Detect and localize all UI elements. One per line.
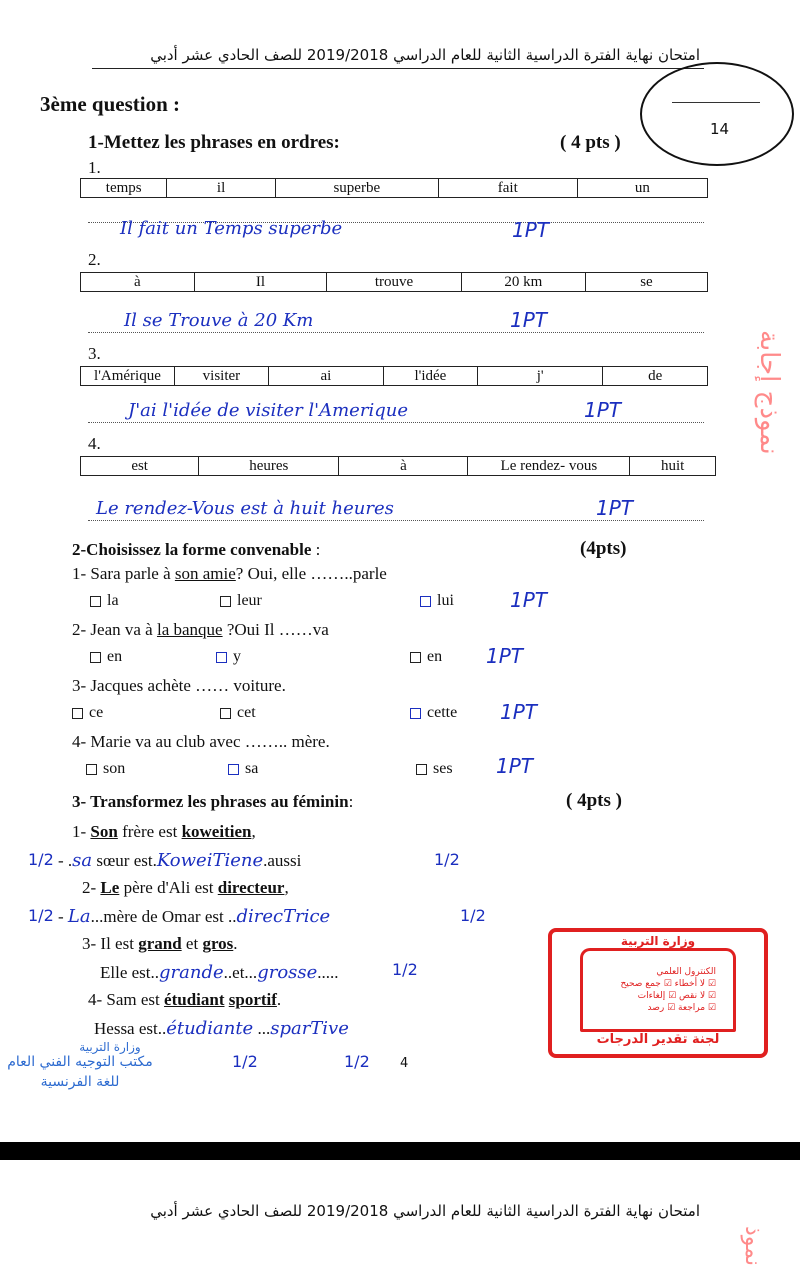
point-mark: 1PT (496, 754, 534, 778)
q-text: 1- Sara parle à (72, 564, 175, 583)
point-mark: 1PT (584, 398, 622, 422)
section3-colon: : (348, 792, 354, 811)
word-cell: l'Amérique (81, 367, 175, 386)
q-keyword: directeur (217, 878, 285, 897)
option[interactable] (416, 760, 453, 778)
checkbox[interactable] (220, 596, 231, 607)
q-underlined: son amie (174, 564, 236, 583)
word-table (80, 366, 708, 386)
handwritten-answer: Le rendez-Vous est à huit heures (96, 498, 394, 519)
word-cell: heures (199, 457, 339, 476)
stamp-lines (596, 966, 716, 1014)
word-cell: à (339, 457, 468, 476)
word-table (80, 456, 716, 476)
page-number: 4 (400, 1056, 409, 1071)
grading-stamp (548, 928, 768, 1058)
word-cell: visiter (174, 367, 268, 386)
checkbox-checked[interactable] (420, 596, 431, 607)
next-page (0, 1160, 800, 1280)
word-cell: Il (194, 273, 326, 292)
option-label: cette (427, 704, 458, 721)
option-selected[interactable] (216, 648, 241, 666)
item-number: 2. (88, 250, 101, 269)
section1-points: ( 4 pts ) (560, 132, 621, 153)
handwritten-answer: J'ai l'idée de visiter l'Amerique (128, 400, 408, 421)
section1-title: 1-Mettez les phrases en ordres: (88, 132, 340, 153)
half-mark: 1/2 (434, 850, 460, 869)
answer-model-note: نموذج إجابة (754, 330, 784, 455)
feminine-question (88, 990, 281, 1010)
handwritten-word: étudiante (166, 1018, 254, 1039)
half-mark: 1/2 (460, 906, 486, 925)
half-mark: 1/2 (392, 960, 418, 979)
q-text: 1- (72, 822, 91, 841)
q-text: frère est (117, 822, 182, 841)
score-oval (640, 62, 794, 166)
option[interactable] (220, 704, 256, 722)
stamp-top: وزارة التربية (620, 934, 696, 948)
mcq-question (72, 620, 329, 640)
word-cell: l'idée (383, 367, 477, 386)
answer-line (88, 520, 704, 521)
section2-colon: : (311, 540, 321, 559)
point-mark: 1PT (596, 496, 634, 520)
option-label: son (103, 760, 126, 777)
stamp-line: ☑ لا نقص ☑ إلغاءات (637, 991, 716, 1001)
answer-line (88, 422, 704, 423)
a-text: ..et... (223, 963, 258, 982)
option-selected[interactable] (410, 704, 457, 722)
word-cell: j' (477, 367, 603, 386)
handwritten-answer: Il se Trouve à 20 Km (124, 310, 314, 331)
word-cell: fait (438, 179, 577, 198)
mcq-question (72, 564, 387, 584)
item-number: 4. (88, 434, 101, 453)
half-mark: 1/2 (232, 1052, 258, 1071)
a-text: .aussi (263, 851, 302, 870)
option[interactable] (90, 592, 119, 610)
section3-title-row (72, 792, 353, 812)
a-text: - . (58, 851, 73, 870)
option-label: sa (245, 760, 259, 777)
a-text: - (58, 907, 68, 926)
option-label: y (233, 648, 241, 665)
half-mark: 1/2 (344, 1052, 370, 1071)
mcq-question: 3- Jacques achète …… voiture. (72, 676, 286, 695)
feminine-question (82, 934, 238, 954)
option-label: la (107, 592, 119, 609)
q-keyword: sportif (228, 990, 277, 1009)
score-line (672, 102, 760, 103)
option[interactable] (72, 704, 103, 722)
feminine-question (72, 822, 256, 842)
word-cell: à (81, 273, 195, 292)
stamp-line: ☑ مراجعة ☑ رصد (647, 1003, 716, 1013)
a-text: Hessa est.. (94, 1019, 167, 1038)
word-cell: il (167, 179, 275, 198)
option-label: leur (237, 592, 262, 609)
stamp-bottom: لجنة تقدير الدرجات (596, 1032, 720, 1047)
item-number: 3. (88, 344, 101, 363)
checkbox[interactable] (220, 708, 231, 719)
feminine-answer (58, 850, 301, 871)
section2-points: (4pts) (580, 538, 627, 559)
feminine-answer (94, 1018, 349, 1039)
handwritten-answer: Il fait un Temps superbe (120, 218, 343, 239)
option[interactable] (220, 592, 262, 610)
q-text: 2- Jean va à (72, 620, 157, 639)
item-number: 1. (88, 158, 101, 177)
exam-header: امتحان نهاية الفترة الدراسية الثانية للعام الدراسي 2019/2018 للصف الحادي عشر أدبي (150, 46, 700, 64)
handwritten-word: KoweiTiene (156, 850, 264, 871)
half-mark: 1/2 (28, 906, 54, 925)
word-cell: temps (81, 179, 167, 198)
a-text: ...mère de Omar est .. (90, 907, 237, 926)
a-text: ..... (317, 963, 339, 982)
point-mark: 1PT (500, 700, 538, 724)
q-text-end: ?Oui Il ……va (222, 620, 329, 639)
word-cell: Le rendez- vous (468, 457, 630, 476)
handwritten-word: La (67, 906, 91, 927)
answer-model-note: نموذ (740, 1226, 765, 1267)
header-rule (92, 68, 704, 69)
checkbox-checked[interactable] (410, 708, 421, 719)
half-mark: 1/2 (28, 850, 54, 869)
word-cell: superbe (275, 179, 438, 198)
word-table (80, 178, 708, 198)
feminine-answer (100, 962, 339, 983)
q-text: , (284, 878, 289, 897)
option[interactable] (86, 760, 125, 778)
stamp-line: ☑ لا أخطاء ☑ جمع صحيح (620, 979, 716, 989)
q-text: père d'Ali est (119, 878, 218, 897)
a-text: Elle est.. (100, 963, 160, 982)
handwritten-word: direcTrice (236, 906, 331, 927)
exam-header: امتحان نهاية الفترة الدراسية الثانية للعام الدراسي 2019/2018 للصف الحادي عشر أدبي (150, 1202, 700, 1220)
mcq-question: 4- Marie va au club avec …….. mère. (72, 732, 330, 751)
q-underlined: la banque (156, 620, 223, 639)
point-mark: 1PT (510, 308, 548, 332)
q-keyword: koweitien (181, 822, 252, 841)
option[interactable] (90, 648, 122, 666)
checkbox[interactable] (416, 764, 427, 775)
word-cell: trouve (327, 273, 462, 292)
q-text: et (181, 934, 203, 953)
word-cell: est (81, 457, 199, 476)
handwritten-word: grosse (257, 962, 318, 983)
seal-top: وزارة التربية (79, 1040, 141, 1054)
option-label: ses (433, 760, 453, 777)
score-total: 14 (710, 120, 730, 138)
q-text: . (233, 934, 238, 953)
word-cell: 20 km (461, 273, 585, 292)
word-cell: se (585, 273, 707, 292)
q-keyword: grand (138, 934, 182, 953)
word-cell: huit (630, 457, 716, 476)
checkbox[interactable] (72, 708, 83, 719)
department-seal (0, 1040, 160, 1090)
option-label: en (427, 648, 443, 665)
checkbox[interactable] (90, 652, 101, 663)
q-keyword: gros (202, 934, 234, 953)
handwritten-word: sparTive (270, 1018, 349, 1039)
q-text-end: ? Oui, elle ……..parle (235, 564, 387, 583)
q-text: 3- Il est (82, 934, 139, 953)
stamp-line: الكنترول العلمي (656, 967, 716, 977)
word-table (80, 272, 708, 292)
seal-line1: مكتب التوجيه الفني العام (7, 1054, 153, 1070)
q-keyword: étudiant (164, 990, 225, 1009)
q-text: . (276, 990, 282, 1009)
option-label: lui (437, 592, 454, 609)
checkbox[interactable] (90, 596, 101, 607)
section2-title: 2-Choisissez la forme convenable (72, 540, 312, 559)
q-text: , (251, 822, 256, 841)
section2-title-row (72, 540, 320, 560)
handwritten-word: sa (72, 850, 93, 871)
word-cell: un (577, 179, 707, 198)
section3-points: ( 4pts ) (566, 790, 622, 811)
word-cell: ai (268, 367, 383, 386)
feminine-question (82, 878, 289, 898)
point-mark: 1PT (486, 644, 524, 668)
feminine-answer (58, 906, 330, 927)
question-title: 3ème question : (40, 92, 180, 116)
word-cell: de (603, 367, 708, 386)
answer-line (88, 332, 704, 333)
checkbox-checked[interactable] (216, 652, 227, 663)
point-mark: 1PT (512, 218, 550, 242)
checkbox[interactable] (410, 652, 421, 663)
q-text: 4- Sam est (88, 990, 165, 1009)
q-text: 2- (82, 878, 101, 897)
a-text: sœur est. (92, 851, 157, 870)
seal-line2: للغة الفرنسية (40, 1074, 120, 1090)
option[interactable] (410, 648, 442, 666)
option-label: ce (89, 704, 104, 721)
q-keyword: Le (100, 878, 120, 897)
checkbox-checked[interactable] (228, 764, 239, 775)
section3-title: 3- Transformez les phrases au féminin (72, 792, 349, 811)
q-keyword: Son (90, 822, 118, 841)
point-mark: 1PT (510, 588, 548, 612)
option-label: en (107, 648, 123, 665)
option-selected[interactable] (228, 760, 258, 778)
handwritten-word: grande (159, 962, 224, 983)
option-label: cet (237, 704, 256, 721)
checkbox[interactable] (86, 764, 97, 775)
a-text: ... (253, 1019, 271, 1038)
option-selected[interactable] (420, 592, 454, 610)
